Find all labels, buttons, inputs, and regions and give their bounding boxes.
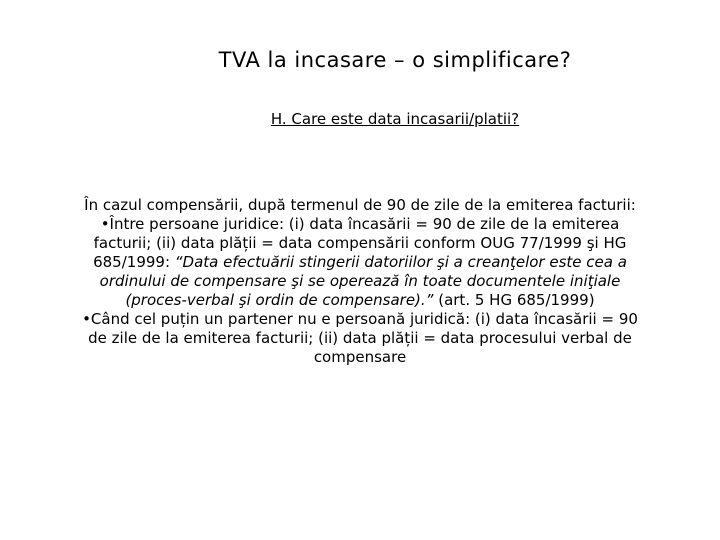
intro-paragraph: În cazul compensării, după termenul de 90 de zile de la emiterea facturii: — [84, 196, 636, 214]
bullet1-quote: “Data efectuării stingerii datoriilor şi a creanţelor este cea a ordinului de compensare şi se operează în toate documentele iniţiale (proces-verbal şi ordin de compensare).” — [99, 253, 627, 309]
bullet-legal-entities — [80, 215, 640, 310]
slide-subtitle: H. Care este data incasarii/platii? — [270, 110, 520, 128]
slide-body — [80, 196, 640, 367]
bullet-non-legal-entity: •Când cel puțin un partener nu e persoană juridică: (i) data încasării = 90 de zile de la emiterea facturii; (ii) data plății = data procesului verbal de compensare — [82, 310, 638, 366]
bullet1-text: •Între persoane juridice: (i) data încasării = 90 de zile de la emiterea facturii; (ii) data plății = data compensării conform OUG 77/1999 şi HG 685/1999: — [93, 215, 627, 271]
bullet1-reference: (art. 5 HG 685/1999) — [433, 291, 595, 309]
slide-title: TVA la incasare – o simplificare? — [218, 48, 572, 72]
